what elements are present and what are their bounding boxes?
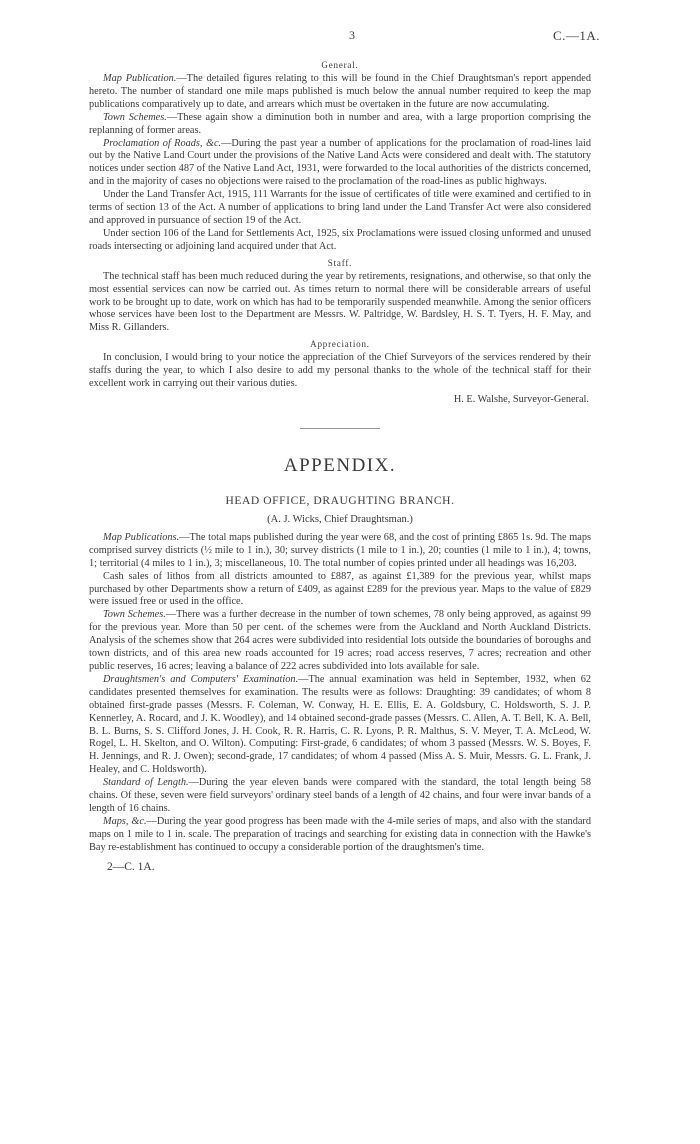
paragraph-proclamation: Proclamation of Roads, &c.—During the past year a number of applications for the proclamation of road-lines laid out by the Native Land Court under the provisions of the Native Land Acts were considered and dealt with. The statutory notices under section 487 of the Native Land Act, 1931, were forwarded to the local authorities of the districts concerned, and in the majority of cases no objections were raised to the proclamation of the road-lines as public highways. (89, 137, 591, 188)
paragraph-land-transfer: Under the Land Transfer Act, 1915, 111 Warrants for the issue of certificates of title were examined and certified to in terms of section 13 of the Act. A number of applications to bring land under the Land Transfer Act were also considered and approved in pursuance of section 19 of the Act. (89, 189, 591, 226)
signature: H. E. Walshe, Surveyor-General. (453, 393, 589, 405)
run-in-heading: Proclamation of Roads, &c. (103, 137, 222, 149)
paragraph-cash-sales: Cash sales of lithos from all districts amounted to £887, as against £1,389 for the previous year, whilst maps purchased by other Departments show a return of £409, as against £289 for the previous year. Maps to the value of £829 were issued free or used in the office. (89, 570, 591, 608)
run-in-heading: Draughtsmen's and Computers' Examination. (103, 673, 299, 685)
page-body (89, 60, 591, 873)
section-heading-general: General. (321, 60, 359, 70)
run-in-heading: Town Schemes. (103, 609, 166, 621)
appendix-title: APPENDIX. (283, 454, 397, 476)
paragraph-map-publications: Map Publications.—The total maps published during the year were 68, and the cost of printing £865 1s. 9d. The maps comprised survey districts (½ mile to 1 in.), 30; survey districts (1 mile to 1 in.), 20; counties (1 mile to 1 in.), 4; towns, 1; territorial (4 miles to 1 in.), 3; miscellaneous, 10. The total number of copies printed under all headings was 16,203. (89, 531, 591, 569)
paragraph-examination: Draughtsmen's and Computers' Examination.—The annual examination was held in September, 1932, when 62 candidates presented themselves for examination. The results were as follows: Draughting: 39 candidates; of whom 8 obtained first-grade passes (Messrs. F. Coleman, W. Conway, H. E. Ellis, E. A. Goldsbury, C. Holdsworth, S. J. P. Kennerley, A. Rocard, and J. K. Woodley), and 14 obtained second-grade passes (Messrs. C. Allen, A. T. Bell, K. A. Bell, B. L. Burns, S. S. Clifford Jones, J. H. Cook, R. R. Harris, C. R. Lyons, P. R. Malthus, S. V. Meyer, T. A. McLeod, W. Rogel, L. H. Skelton, and O. Wilton). Computing: First-grade, 6 candidates; of whom 3 passed (Messrs. W. S. Boyes, F. H. Jennings, and R. J. Owen); second-grade, 17 candidates; of whom 4 passed (Miss A. S. Muir, Messrs. G. L. Frank, J. Healey, and C. Holdsworth). (89, 673, 591, 776)
appendix-author: (A. J. Wicks, Chief Draughtsman.) (267, 513, 413, 525)
section-heading-appreciation: Appreciation. (310, 339, 370, 350)
paragraph-appendix-town-schemes: Town Schemes.—There was a further decrease in the number of town schemes, 78 only being approved, as against 99 for the previous year. More than 50 per cent. of the schemes were from the Auckland and North Auckland Districts. Analysis of the schemes show that 264 acres were subdivided into residential lots outside the boundaries of boroughs and town districts, and of this area new roads accounted for 19 acres; road access reserves, 7 acres; recreation and other public reserves, 16 acres; leaving a balance of 222 acres subdivided into lots available for sale. (89, 609, 592, 672)
run-in-heading: Maps, &c. (103, 815, 147, 827)
paragraph-maps: Maps, &c.—During the year good progress has been made with the 4-mile series of maps, and also with the standard maps on 1 mile to 1 in. scale. The preparation of tracings and searching for existing data in connection with the Hawke's Bay re-establishment has continued to occupy a considerable portion of the draughtsmen's time. (89, 815, 591, 853)
paragraph-map-publication: Map Publication.—The detailed figures relating to this will be found in the Chief Draughtsman's report appended hereto. The number of standard one mile maps published is much below the annual number required to keep the map publications comparatively up to date, and arrears which must be overtaken in the future are now accumulating. (89, 73, 591, 110)
page-header (0, 28, 700, 44)
appendix-subtitle: HEAD OFFICE, DRAUGHTING BRANCH. (225, 494, 455, 507)
run-in-heading: Map Publications. (103, 531, 180, 543)
paragraph-staff: The technical staff has been much reduced during the year by retirements, resignations, and otherwise, so that only the most essential services can now be carried out. As times return to normal there will be considerable arrears of useful work to be brought up to date, work on which has had to be temporarily suspended meanwhile. Among the senior officers whose services have been lost to the Department are Messrs. W. Paltridge, W. Bardsley, H. S. T. Tyers, H. F. May, and Miss R. Gillanders. (89, 270, 591, 334)
run-in-heading: Standard of Length. (103, 777, 189, 789)
signature-mark: 2—C. 1A. (107, 860, 155, 873)
paragraph-town-schemes: Town Schemes.—These again show a diminution both in number and area, with a large proportion comprising the replanning of former areas. (89, 111, 591, 136)
paragraph-settlements: Under section 106 of the Land for Settlements Act, 1925, six Proclamations were issued closing unformed and unused roads intersecting or adjoining land acquired under that Act. (89, 227, 591, 252)
divider-rule (300, 428, 380, 429)
section-heading-staff: Staff. (327, 257, 353, 268)
document-reference: C.—1A. (552, 28, 600, 43)
page-number: 3 (349, 28, 355, 42)
paragraph-standard-length: Standard of Length.—During the year eleven bands were compared with the standard, the total length being 58 chains. Of these, seven were field surveyors' ordinary steel bands of a length of 42 chains, and four were invar bands of a length of 16 chains. (89, 777, 591, 814)
run-in-heading: Town Schemes. (103, 111, 167, 123)
paragraph-appreciation: In conclusion, I would bring to your notice the appreciation of the Chief Surveyors of the services rendered by their staffs during the year, to which I also desire to add my personal thanks to the whole of the technical staff for their excellent work in carrying out their various duties. (89, 352, 591, 390)
run-in-heading: Map Publication. (103, 73, 177, 84)
